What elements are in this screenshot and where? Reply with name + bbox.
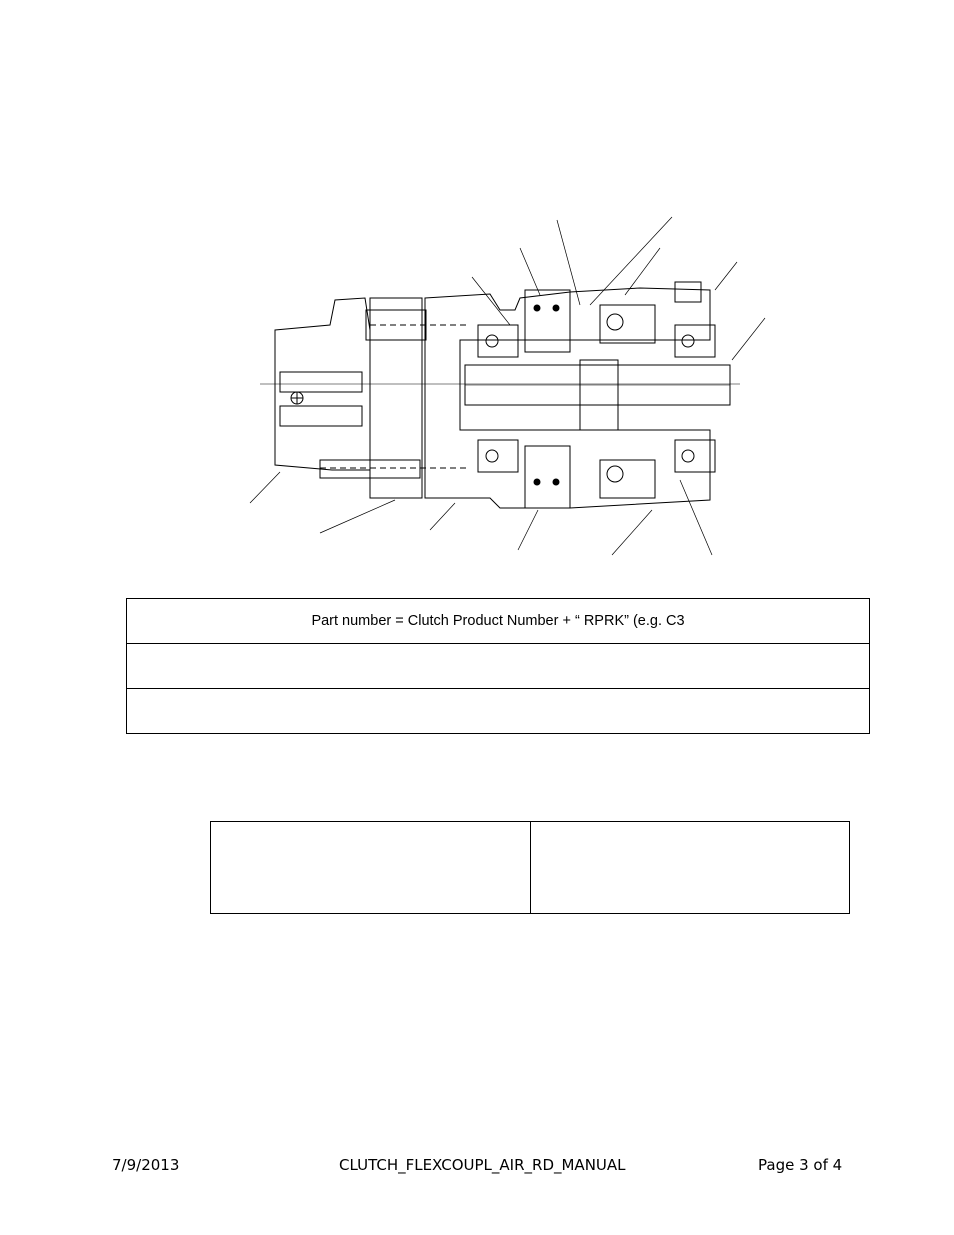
footer-page-number: Page 3 of 4 xyxy=(758,1156,843,1174)
lower-table-cell xyxy=(211,822,531,913)
parts-table-row xyxy=(127,689,869,733)
parts-table-row xyxy=(127,599,869,644)
footer-doc-name: CLUTCH_FLEXCOUPL_AIR_RD_MANUAL xyxy=(339,1156,626,1174)
parts-table xyxy=(126,598,870,734)
lower-table xyxy=(210,821,850,914)
clutch-assembly-drawing xyxy=(240,210,780,570)
lower-table-cell xyxy=(531,822,850,913)
part-number-text: Part number = Clutch Product Number + “ RPRK” (e.g. C3 xyxy=(311,613,685,629)
footer-date: 7/9/2013 xyxy=(112,1156,180,1174)
parts-table-row xyxy=(127,644,869,689)
